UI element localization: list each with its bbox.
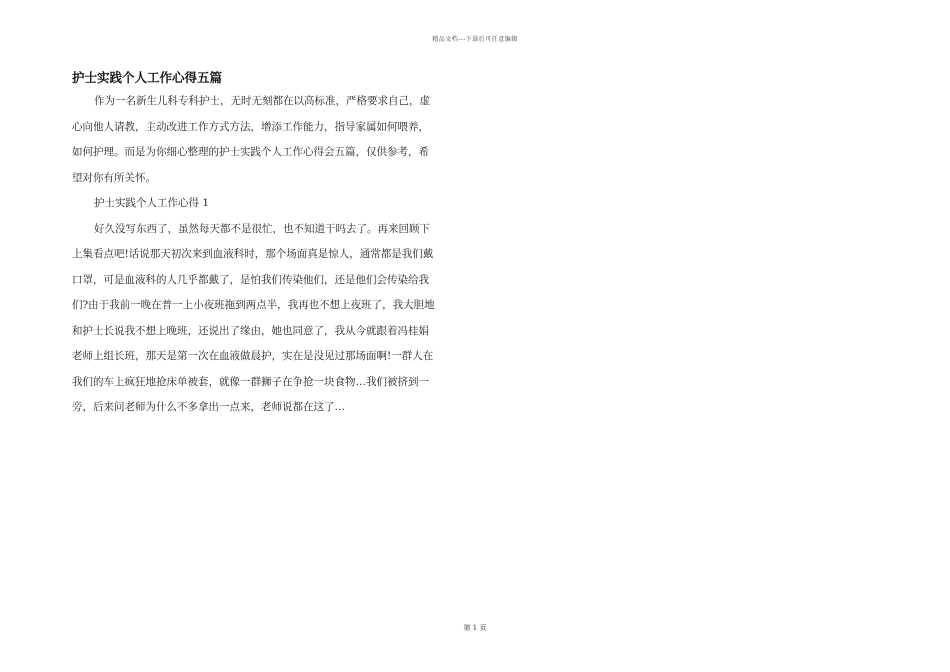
paragraph-line: 望对你有所关怀。 [72,171,156,184]
document-body [72,92,464,424]
paragraph-line: 们?由于我前一晚在普一上小夜班拖到两点半，我再也不想上夜班了，我大胆地 [72,299,435,311]
page-header: 精品文档---下载后可任意编辑 [432,36,518,43]
page-number: 第 1 页 [463,624,487,632]
paragraph-line: 和护士长说我不想上晚班，还说出了缘由，她也同意了，我从今就跟着冯桂娟 [72,324,429,337]
section-heading: 护士实践个人工作心得 1 [94,197,210,209]
paragraph-line: 作为一名新生儿科专科护士，无时无刻都在以高标准，严格要求自己，虚 [94,95,430,107]
paragraph-line: 上集看点吧!话说那天初次来到血液科时，那个场面真是惊人，通常都是我们戴 [72,248,434,260]
paragraph-line: 旁，后来问老师为什么不多拿出一点来，老师说都在这了… [72,401,345,413]
paragraph-line: 心向他人请教，主动改进工作方式方法，增添工作能力，指导家属如何喂养， [72,120,429,133]
paragraph-line: 我们的车上疯狂地抢床单被套，就像一群狮子在争抢一块食物…我们被挤到一 [72,375,429,388]
document-title: 护士实践个人工作心得五篇 [72,70,223,85]
paragraph-line: 好久没写东西了，虽然每天都不是很忙，也不知道干吗去了。再来回顾下 [94,222,430,235]
paragraph-line: 老师上组长班，那天是第一次在血液做晨护，实在是没见过那场面啊!一群人在 [72,350,434,362]
paragraph-line: 口罩，可是血液科的人几乎都戴了，是怕我们传染他们，还是他们会传染给我 [72,273,429,286]
paragraph-line: 如何护理。而是为你细心整理的护士实践个人工作心得会五篇，仅供参考，希 [72,146,429,158]
